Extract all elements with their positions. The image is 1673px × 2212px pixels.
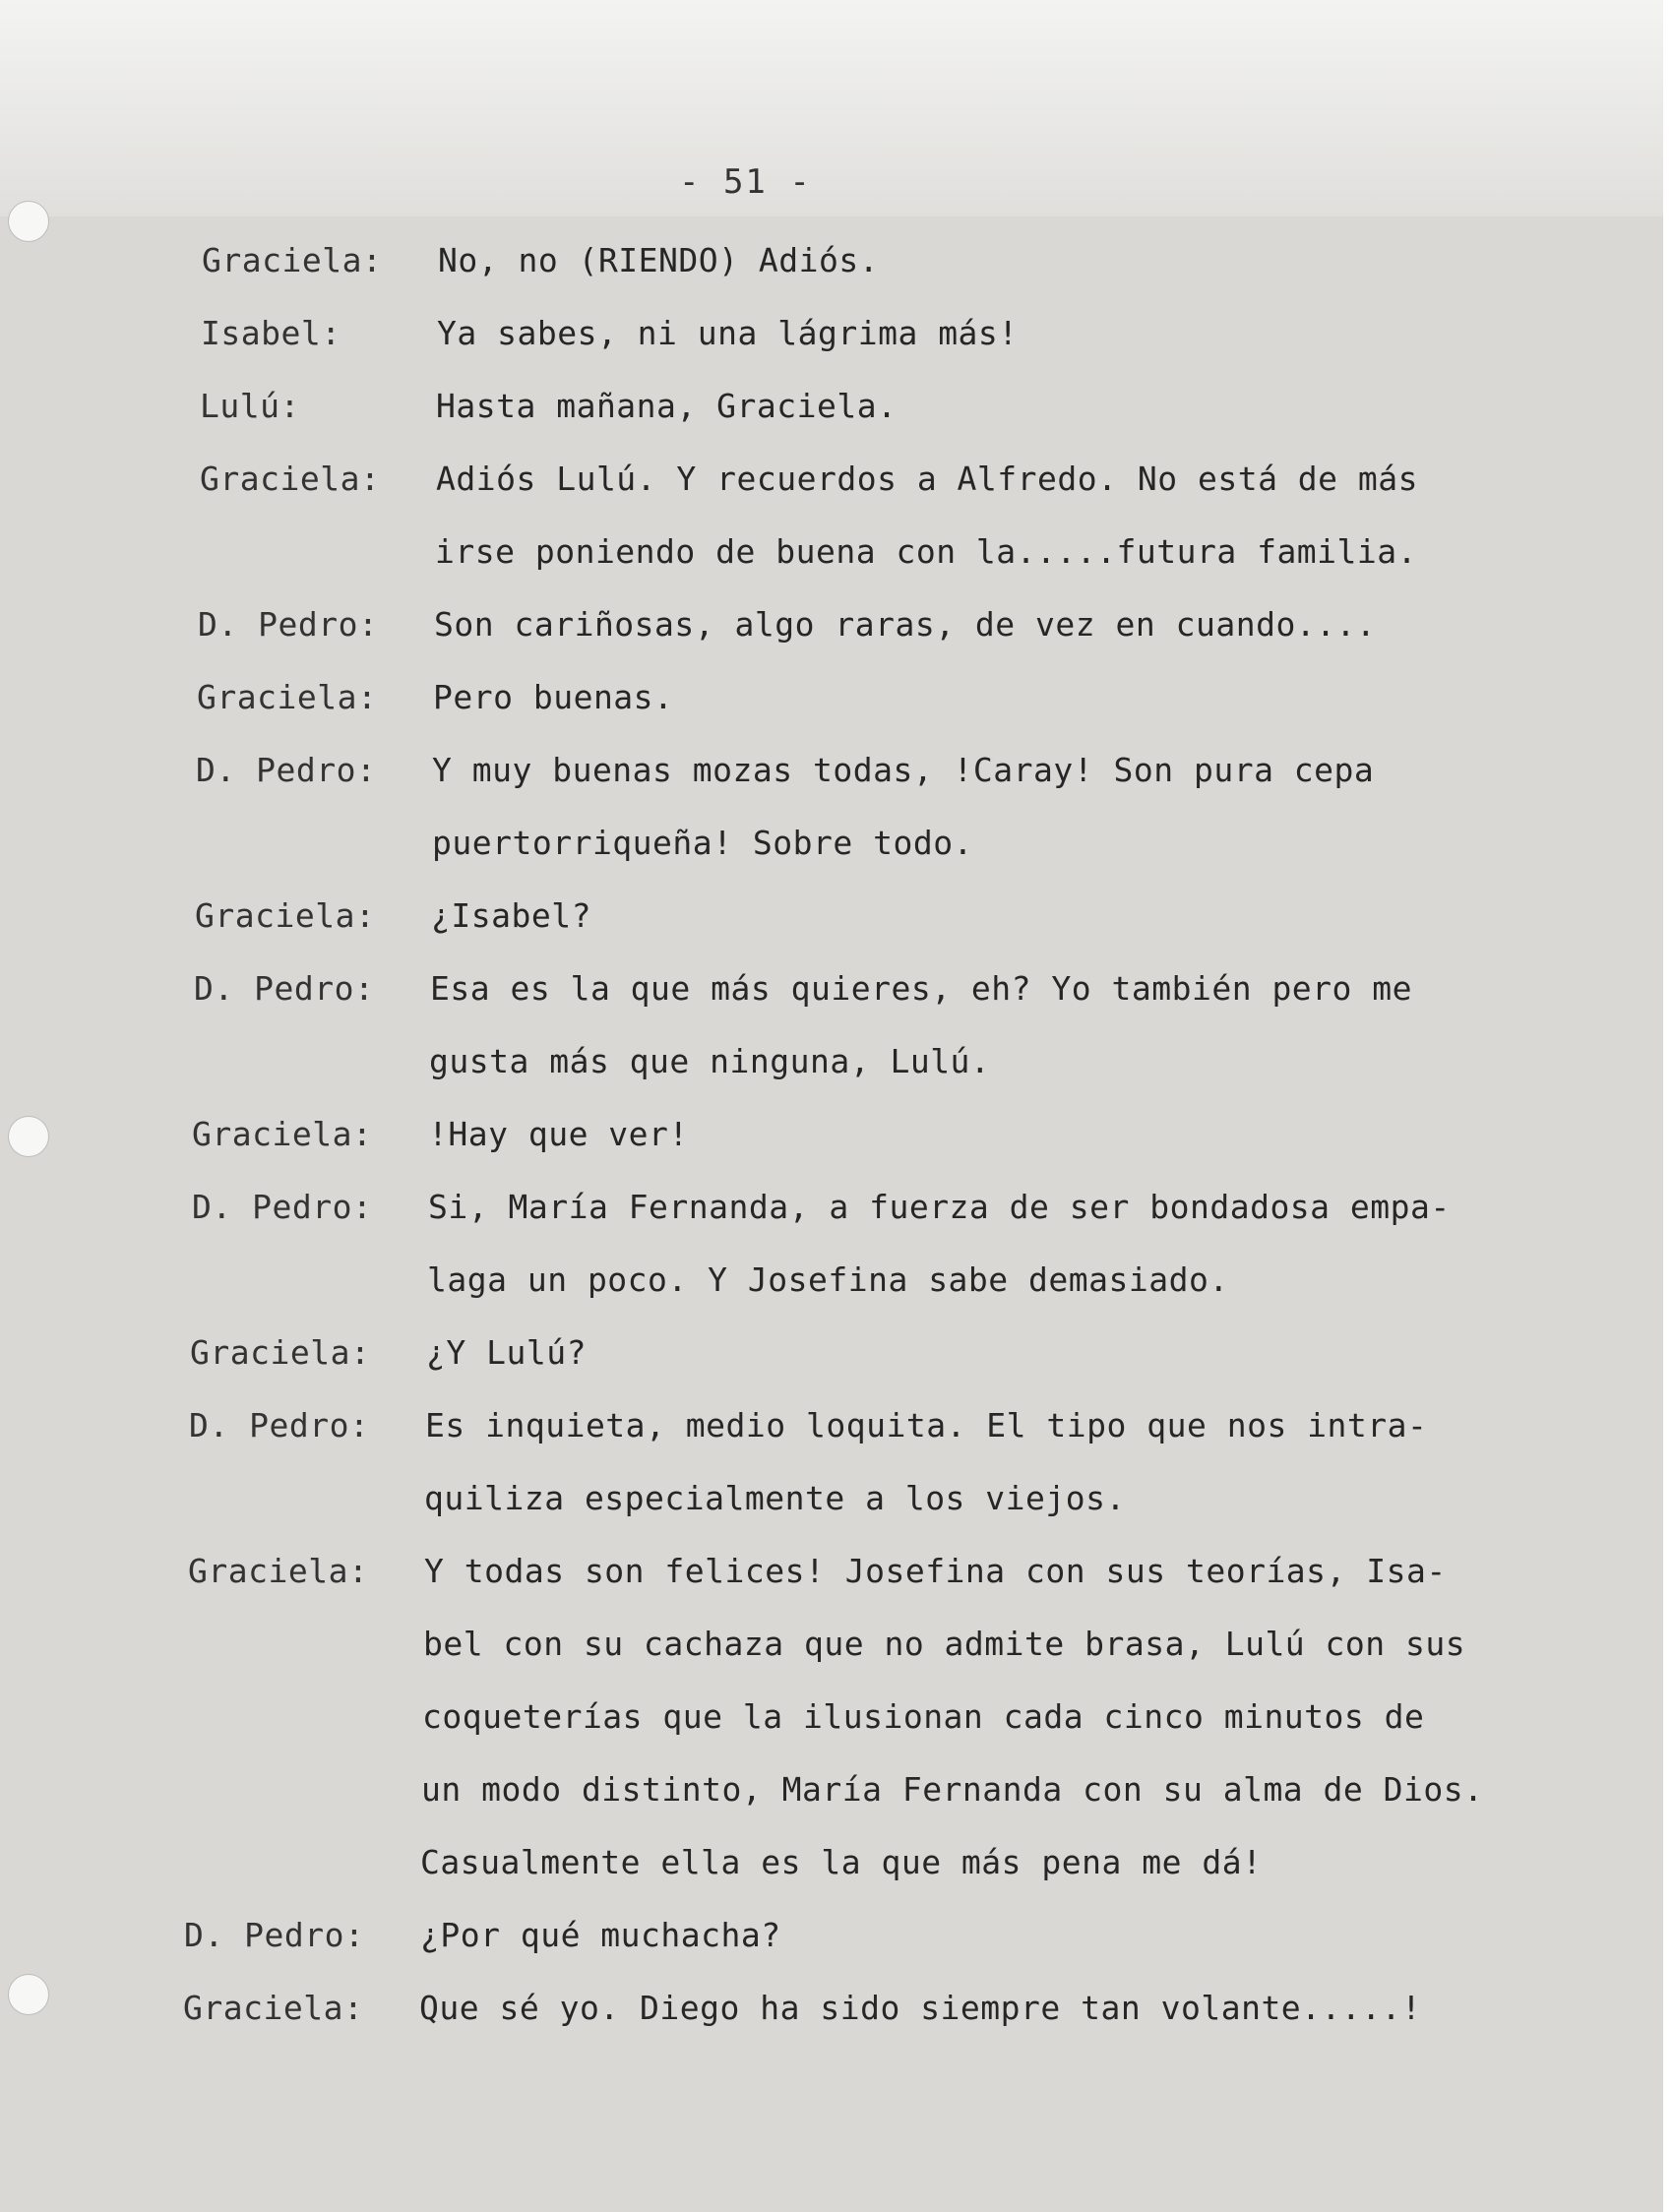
dialogue-line: coqueterías que la ilusionan cada cinco minutos de (422, 1697, 1425, 1736)
speaker-name: Graciela: (183, 1989, 364, 2027)
speaker-name: D. Pedro: (189, 1406, 370, 1444)
dialogue-line: bel con su cachaza que no admite brasa, Lulú con sus (423, 1625, 1466, 1663)
dialogue-line: Son cariñosas, algo raras, de vez en cuando.... (434, 605, 1377, 644)
dialogue-line: Y muy buenas mozas todas, !Caray! Son pura cepa (432, 751, 1375, 789)
dialogue-line: laga un poco. Y Josefina sabe demasiado. (427, 1260, 1229, 1299)
speaker-name: Lulú: (200, 387, 300, 425)
dialogue-line: Es inquieta, medio loquita. El tipo que nos intra- (425, 1406, 1428, 1444)
speaker-name: Graciela: (195, 896, 376, 935)
dialogue-line: !Hay que ver! (428, 1115, 689, 1153)
dialogue-line: Adiós Lulú. Y recuerdos a Alfredo. No está de más (436, 460, 1419, 498)
speaker-name: D. Pedro: (196, 751, 377, 789)
speaker-name: D. Pedro: (198, 605, 379, 644)
speaker-name: Graciela: (202, 241, 383, 279)
speaker-name: Graciela: (200, 460, 381, 498)
speaker-name: Graciela: (190, 1333, 371, 1372)
dialogue-line: un modo distinto, María Fernanda con su alma de Dios. (421, 1770, 1484, 1809)
dialogue-line: gusta más que ninguna, Lulú. (429, 1042, 991, 1080)
dialogue-line: Esa es la que más quieres, eh? Yo también pero me (430, 969, 1413, 1008)
page-number: - 51 - (679, 162, 812, 202)
speaker-name: D. Pedro: (194, 969, 375, 1008)
speaker-name: Graciela: (197, 678, 378, 716)
dialogue-line: Si, María Fernanda, a fuerza de ser bondadosa empa- (428, 1188, 1451, 1226)
dialogue-line: irse poniendo de buena con la.....futura familia. (435, 532, 1418, 571)
speaker-name: Isabel: (201, 314, 341, 352)
dialogue-line: Hasta mañana, Graciela. (436, 387, 898, 425)
dialogue-line: ¿Isabel? (431, 896, 591, 935)
dialogue-line: Y todas son felices! Josefina con sus teorías, Isa- (424, 1552, 1447, 1590)
dialogue-line: Que sé yo. Diego ha sido siempre tan volante.....! (419, 1989, 1422, 2027)
dialogue-line: Casualmente ella es la que más pena me dá! (420, 1843, 1263, 1881)
dialogue-line: Ya sabes, ni una lágrima más! (437, 314, 1019, 352)
dialogue-line: No, no (RIENDO) Adiós. (438, 241, 880, 279)
speaker-name: Graciela: (192, 1115, 373, 1153)
dialogue-line: Pero buenas. (433, 678, 674, 716)
speaker-name: D. Pedro: (184, 1916, 365, 1954)
dialogue-line: quiliza especialmente a los viejos. (424, 1479, 1126, 1517)
dialogue-line: puertorriqueña! Sobre todo. (432, 824, 973, 862)
dialogue-line: ¿Por qué muchacha? (420, 1916, 781, 1954)
speaker-name: Graciela: (188, 1552, 369, 1590)
speaker-name: D. Pedro: (192, 1188, 373, 1226)
dialogue-line: ¿Y Lulú? (426, 1333, 587, 1372)
